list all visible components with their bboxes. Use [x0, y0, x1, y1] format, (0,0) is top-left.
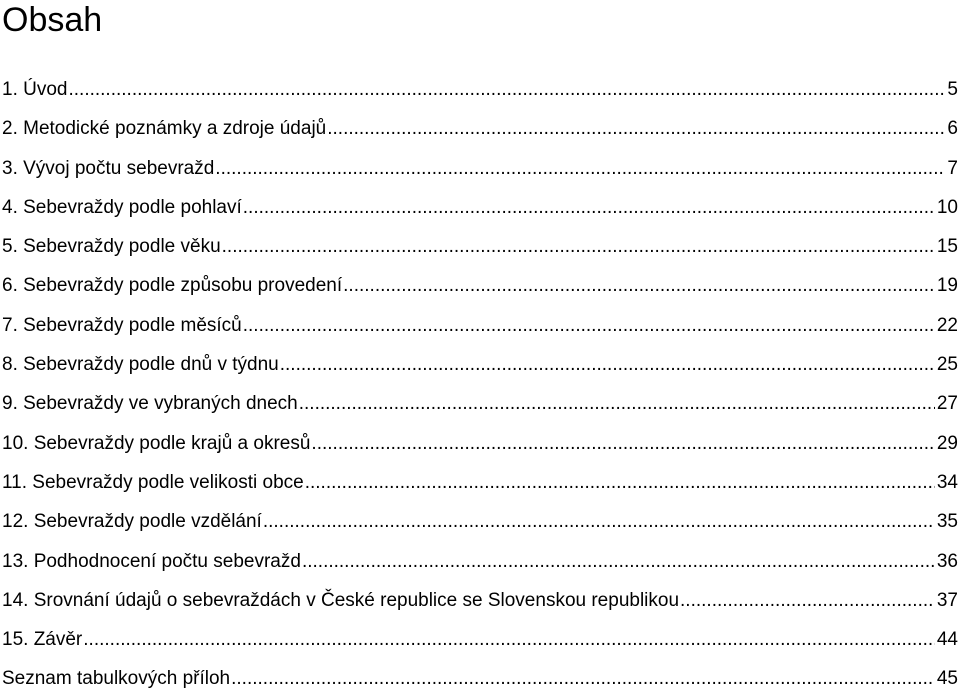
- toc-entry[interactable]: [2, 581, 958, 620]
- toc-entry-page: 45: [936, 668, 958, 690]
- toc-entry[interactable]: [2, 149, 958, 188]
- toc-entry[interactable]: [2, 502, 958, 541]
- dot-leader: [280, 345, 935, 384]
- toc-entry[interactable]: [2, 542, 958, 581]
- toc-entry-page: 35: [936, 511, 958, 533]
- toc-entry-label: 11. Sebevraždy podle velikosti obce: [2, 471, 304, 493]
- toc-entry-page: 44: [936, 629, 958, 651]
- toc-entry-page: 36: [936, 550, 958, 572]
- toc-entry[interactable]: [2, 188, 958, 227]
- dot-leader: [215, 149, 945, 188]
- toc-entry[interactable]: [2, 266, 958, 305]
- dot-leader: [302, 542, 935, 581]
- toc-entry-label: 14. Srovnání údajů o sebevraždách v České republice se Slovenskou republikou: [2, 589, 680, 611]
- toc-entry-page: 10: [936, 196, 958, 218]
- dot-leader: [311, 424, 934, 463]
- toc-entry-page: 7: [947, 157, 958, 179]
- toc-entry-page: 6: [947, 118, 958, 140]
- dot-leader: [680, 581, 935, 620]
- toc-entry[interactable]: [2, 620, 958, 659]
- dot-leader: [83, 620, 935, 659]
- toc-entry-label: 9. Sebevraždy ve vybraných dnech: [2, 393, 298, 415]
- toc-entry-label: 8. Sebevraždy podle dnů v týdnu: [2, 354, 279, 376]
- toc-entry-page: 27: [936, 393, 958, 415]
- dot-leader: [243, 188, 935, 227]
- toc-entry-label: Seznam tabulkových příloh: [2, 668, 231, 690]
- toc-entry-label: 5. Sebevraždy podle věku: [2, 236, 221, 258]
- toc-entry[interactable]: [2, 70, 958, 109]
- toc-entry-label: 15. Závěr: [2, 629, 83, 651]
- toc-entry-label: 3. Vývoj počtu sebevražd: [2, 157, 215, 179]
- dot-leader: [243, 306, 935, 345]
- toc-entry-label: 1. Úvod: [2, 79, 68, 100]
- page-title: Obsah: [2, 1, 103, 39]
- toc-entry[interactable]: [2, 306, 958, 345]
- toc-entry-label: 4. Sebevraždy podle pohlaví: [2, 196, 242, 218]
- toc-entry[interactable]: [2, 463, 958, 502]
- dot-leader: [343, 266, 935, 305]
- toc-entry-page: 15: [936, 236, 958, 258]
- toc-entry-page: 34: [936, 471, 958, 493]
- toc-entry-page: 29: [936, 432, 958, 454]
- toc-entry[interactable]: [2, 109, 958, 148]
- table-of-contents: [2, 70, 958, 699]
- dot-leader: [327, 109, 945, 148]
- toc-entry-page: 19: [936, 275, 958, 297]
- toc-entry[interactable]: [2, 227, 958, 266]
- dot-leader: [68, 70, 945, 109]
- toc-entry-label: 12. Sebevraždy podle vzdělání: [2, 511, 262, 533]
- toc-entry-label: 6. Sebevraždy podle způsobu provedení: [2, 275, 343, 297]
- toc-entry[interactable]: [2, 424, 958, 463]
- toc-entry[interactable]: [2, 345, 958, 384]
- toc-entry-page: 25: [936, 354, 958, 376]
- toc-entry-page: 22: [936, 314, 958, 336]
- dot-leader: [263, 502, 935, 541]
- toc-entry-label: 13. Podhodnocení počtu sebevražd: [2, 550, 301, 572]
- dot-leader: [222, 227, 935, 266]
- toc-entry-label: 10. Sebevraždy podle krajů a okresů: [2, 432, 311, 454]
- toc-entry[interactable]: [2, 384, 958, 423]
- toc-entry-page: 5: [947, 79, 958, 100]
- dot-leader: [299, 384, 935, 423]
- toc-entry-page: 37: [936, 589, 958, 611]
- toc-entry-label: 7. Sebevraždy podle měsíců: [2, 314, 242, 336]
- toc-entry-label: 2. Metodické poznámky a zdroje údajů: [2, 118, 327, 140]
- dot-leader: [305, 463, 935, 502]
